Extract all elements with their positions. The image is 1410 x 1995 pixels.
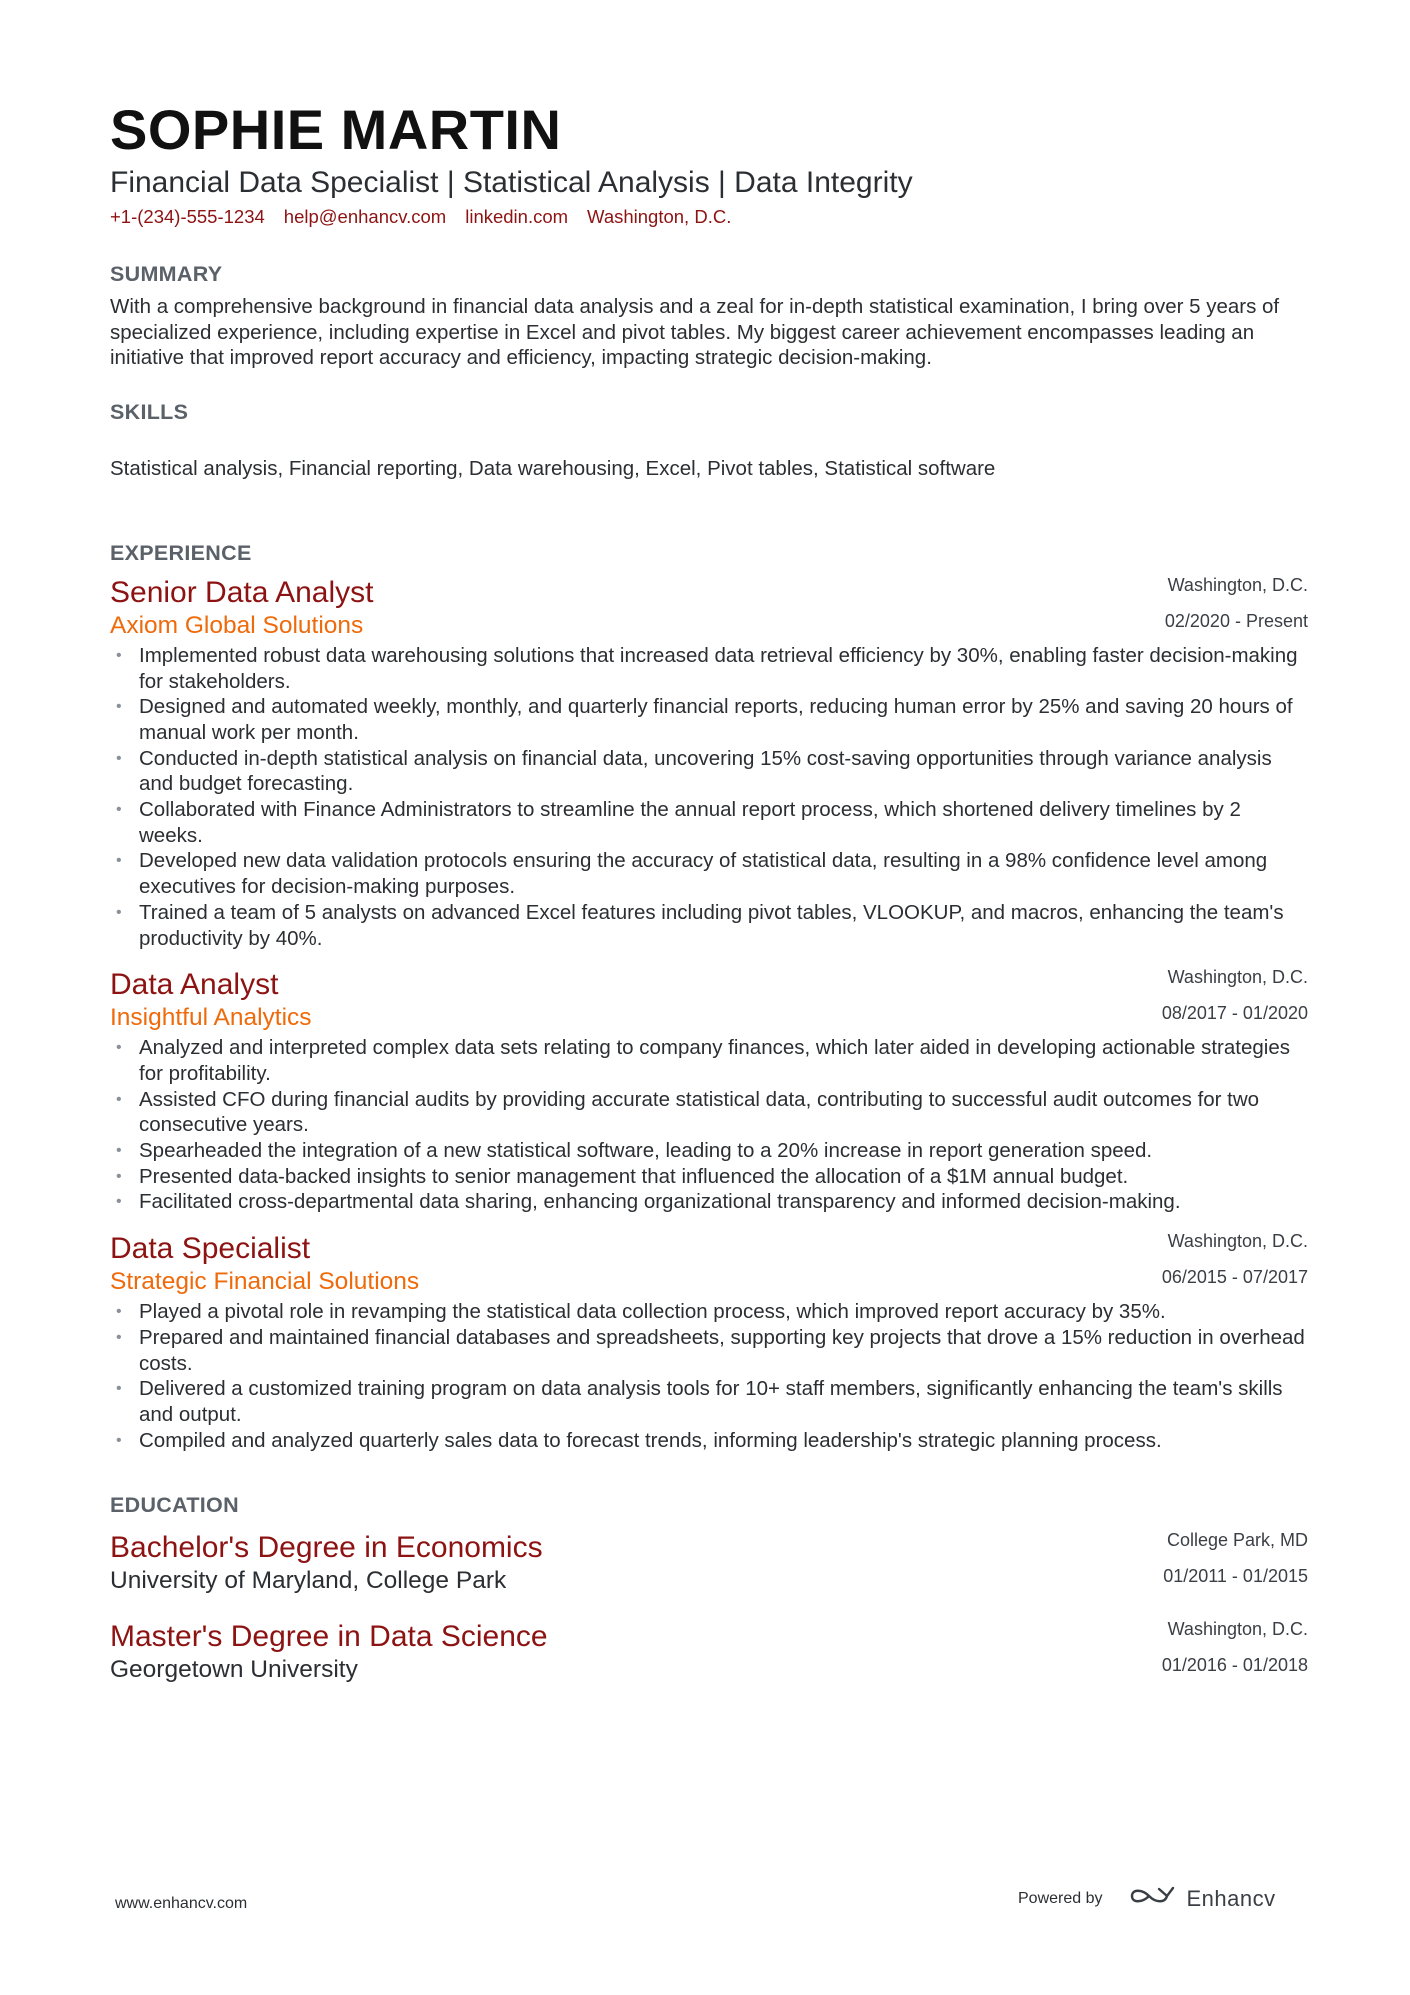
contact-bar	[110, 204, 1308, 230]
job-location: Washington, D.C.	[1167, 967, 1308, 988]
list-item: • Presented data-backed insights to senior management that influenced the allocation of a $1M annual budget.	[116, 1164, 1129, 1188]
education-degree: Bachelor's Degree in Economics	[110, 1531, 543, 1565]
bullet-text: Analyzed and interpreted complex data sets relating to company finances, which later aided in developing actionable strategies for profitability.	[139, 1036, 1290, 1085]
list-item: • Played a pivotal role in revamping the statistical data collection process, which improved report accuracy by 35%.	[116, 1300, 1166, 1324]
enhancv-logo-icon	[1129, 1884, 1175, 1914]
bullet-text: Delivered a customized training program on data analysis tools for 10+ staff members, significantly enhancing the team's skills and output.	[139, 1377, 1283, 1426]
list-item: • Collaborated with Finance Administrators to streamline the annual report process, which shortened delivery timelines by 2 weeks.	[116, 798, 1241, 847]
job-dates: 02/2020 - Present	[1164, 610, 1308, 631]
job-role: Senior Data Analyst	[110, 575, 374, 609]
bullet-text: Spearheaded the integration of a new statistical software, leading to a 20% increase in report generation speed.	[139, 1139, 1153, 1163]
list-item: • Conducted in-depth statistical analysis on financial data, uncovering 15% cost-saving opportunities through variance analysis and budget forecasting.	[116, 746, 1272, 796]
bullet-text: Presented data-backed insights to senior management that influenced the allocation of a $1M annual budget.	[139, 1164, 1129, 1188]
job-entry	[110, 1231, 1308, 1453]
bullet-text: Designed and automated weekly, monthly, and quarterly financial reports, reducing human error by 25% and saving 20 hours of manual work per month.	[139, 695, 1293, 744]
bullet-text: Collaborated with Finance Administrators to streamline the annual report process, which shortened delivery timelines by 2 weeks.	[139, 798, 1241, 847]
education-location: Washington, D.C.	[1167, 1619, 1308, 1640]
list-item: • Facilitated cross-departmental data sharing, enhancing organizational transparency and informed decision-making.	[116, 1190, 1181, 1214]
list-item: • Assisted CFO during financial audits by providing accurate statistical data, contributing to successful audit outcomes for two consecutive years.	[116, 1087, 1260, 1137]
bullet-text: Conducted in-depth statistical analysis on financial data, uncovering 15% cost-saving opportunities through variance analysis and budget forecasting.	[139, 746, 1272, 796]
experience-section	[110, 539, 1308, 1454]
bullet-text: Facilitated cross-departmental data sharing, enhancing organizational transparency and informed decision-making.	[139, 1190, 1181, 1214]
brand-logo[interactable]	[1129, 1884, 1276, 1914]
bullet-text: Prepared and maintained financial databases and spreadsheets, supporting key projects that drove a 15% reduction in overhead costs.	[139, 1325, 1305, 1375]
section-title-education: EDUCATION	[110, 1493, 239, 1518]
education-entry	[110, 1530, 1308, 1596]
job-bullets	[110, 643, 1308, 951]
list-item: • Implemented robust data warehousing solutions that increased data retrieval efficiency by 30%, enabling faster decision-making for stakeholders.	[116, 643, 1298, 693]
job-bullets	[110, 1299, 1308, 1453]
list-item: • Developed new data validation protocols ensuring the accuracy of statistical data, resulting in a 98% confidence level among executives for decision-making purposes.	[116, 849, 1268, 899]
education-dates: 01/2016 - 01/2018	[1161, 1655, 1308, 1676]
education-school: Georgetown University	[110, 1656, 358, 1684]
candidate-name: SOPHIE MARTIN	[110, 98, 562, 161]
job-role: Data Analyst	[110, 968, 279, 1002]
section-title-experience: EXPERIENCE	[110, 540, 252, 565]
brand-name: Enhancv	[1186, 1886, 1276, 1911]
job-dates: 06/2015 - 07/2017	[1161, 1267, 1308, 1288]
contact-phone[interactable]: +1-(234)-555-1234	[110, 206, 265, 227]
job-role: Data Specialist	[110, 1232, 311, 1266]
job-dates: 08/2017 - 01/2020	[1161, 1003, 1308, 1024]
education-degree: Master's Degree in Data Science	[110, 1620, 548, 1654]
list-item: • Trained a team of 5 analysts on advanced Excel features including pivot tables, VLOOKUP, and macros, enhancing the team's productivity by 40%.	[116, 900, 1284, 950]
section-title-summary: SUMMARY	[110, 262, 223, 286]
bullet-text: Trained a team of 5 analysts on advanced Excel features including pivot tables, VLOOKUP, and macros, enhancing the team's productivity by 40%.	[139, 900, 1284, 950]
job-company: Insightful Analytics	[110, 1004, 312, 1032]
job-location: Washington, D.C.	[1167, 574, 1308, 595]
section-title-skills: SKILLS	[110, 400, 189, 425]
job-company: Strategic Financial Solutions	[110, 1268, 420, 1296]
summary-section	[110, 260, 1308, 371]
headline: Financial Data Specialist | Statistical Analysis | Data Integrity	[110, 166, 913, 199]
education-school: University of Maryland, College Park	[110, 1567, 507, 1595]
job-company: Axiom Global Solutions	[110, 611, 364, 639]
skills-section	[110, 398, 1308, 482]
education-section	[110, 1491, 1308, 1685]
list-item: • Delivered a customized training program on data analysis tools for 10+ staff members, significantly enhancing the team's skills and output.	[116, 1377, 1283, 1426]
bullet-text: Implemented robust data warehousing solutions that increased data retrieval efficiency by 30%, enabling faster decision-making for stakeholders.	[139, 643, 1298, 693]
bullet-text: Played a pivotal role in revamping the statistical data collection process, which improved report accuracy by 35%.	[139, 1300, 1166, 1324]
job-location: Washington, D.C.	[1167, 1231, 1308, 1252]
contact-linkedin[interactable]: linkedin.com	[465, 206, 569, 227]
list-item: • Prepared and maintained financial databases and spreadsheets, supporting key projects that drove a 15% reduction in overhead costs.	[116, 1325, 1305, 1375]
summary-text: With a comprehensive background in financial data analysis and a zeal for in-depth statistical examination, I bring over 5 years of specialized experience, including expertise in Excel and pivot tables. My biggest career achievement encompasses leading an initiative that improved report accuracy and efficiency, impacting strategic decision-making.	[110, 295, 1280, 370]
resume-page	[110, 98, 1308, 1685]
education-location: College Park, MD	[1166, 1530, 1308, 1551]
skills-text: Statistical analysis, Financial reporting, Data warehousing, Excel, Pivot tables, Statistical software	[110, 457, 996, 481]
footer-website[interactable]: www.enhancv.com	[115, 1895, 248, 1912]
contact-location: Washington, D.C.	[587, 206, 732, 227]
bullet-text: Compiled and analyzed quarterly sales data to forecast trends, informing leadership's strategic planning process.	[139, 1428, 1162, 1452]
education-dates: 01/2011 - 01/2015	[1163, 1566, 1308, 1587]
list-item: • Compiled and analyzed quarterly sales data to forecast trends, informing leadership's strategic planning process.	[116, 1428, 1162, 1452]
bullet-text: Developed new data validation protocols ensuring the accuracy of statistical data, resulting in a 98% confidence level among executives for decision-making purposes.	[139, 849, 1268, 899]
contact-email[interactable]: help@enhancv.com	[283, 206, 447, 227]
powered-by-label: Powered by	[1018, 1890, 1103, 1907]
list-item: • Spearheaded the integration of a new statistical software, leading to a 20% increase in report generation speed.	[116, 1139, 1153, 1163]
list-item: • Analyzed and interpreted complex data sets relating to company finances, which later aided in developing actionable strategies for profitability.	[116, 1036, 1290, 1085]
job-entry	[110, 967, 1308, 1215]
job-bullets	[110, 1035, 1308, 1215]
bullet-text: Assisted CFO during financial audits by providing accurate statistical data, contributing to successful audit outcomes for two consecutive years.	[139, 1087, 1260, 1137]
list-item: • Designed and automated weekly, monthly, and quarterly financial reports, reducing human error by 25% and saving 20 hours of manual work per month.	[116, 695, 1293, 744]
job-entry	[110, 575, 1308, 951]
education-entry	[110, 1619, 1308, 1685]
footer-branding	[1018, 1884, 1276, 1914]
